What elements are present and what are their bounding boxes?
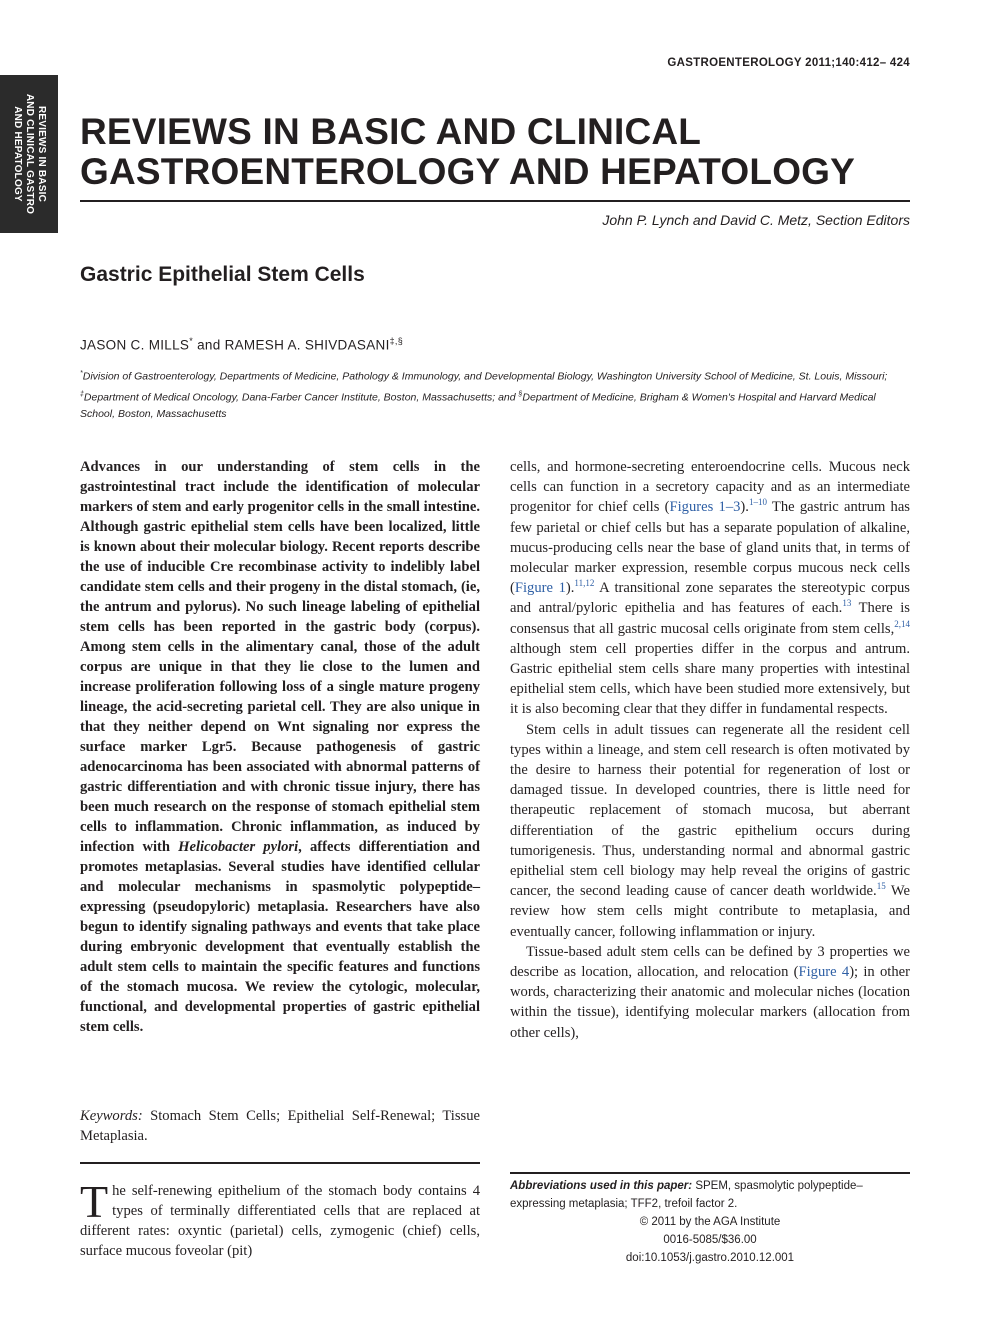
- affiliation-mark: *: [80, 370, 83, 377]
- keywords: [80, 1106, 480, 1146]
- body-text: ); in other words, characterizing their anatomic and molecular niches (location within the tissue), identifying molecular markers (allocation from other cells),: [510, 964, 910, 1041]
- affiliation-text: Department of Medical Oncology, Dana-Farber Cancer Institute, Boston, Massachusetts; and: [83, 391, 519, 403]
- article-footer: [510, 1172, 910, 1267]
- author-affiliation-mark: ‡,§: [389, 336, 404, 346]
- abstract-species: Helicobacter pylori: [178, 839, 299, 855]
- intro-paragraph: [80, 1176, 480, 1261]
- side-tab-line: AND CLINICAL GASTRO: [24, 93, 35, 215]
- citation-link[interactable]: 15: [876, 881, 886, 892]
- body-text: The gastric antrum has few parietal or chief cells but has a separate population of alkaline, mucus-producing cells near the base of gland units that, in terms of molecular marker expression, resemble corpus mucous neck cells (: [510, 499, 910, 597]
- side-tab-line: REVIEWS IN BASIC: [36, 106, 47, 202]
- article-title: Gastric Epithelial Stem Cells: [80, 263, 365, 286]
- abstract-divider: [80, 1162, 480, 1164]
- section-editors: John P. Lynch and David C. Metz, Section Editors: [602, 212, 910, 228]
- citation-link[interactable]: 1–10: [748, 497, 767, 508]
- figure-link[interactable]: Figure 1: [514, 580, 566, 597]
- body-paragraph: [510, 720, 910, 942]
- body-text: There is consensus that all gastric mucosal cells originate from stem cells,: [510, 600, 910, 637]
- abstract: [80, 457, 480, 1037]
- body-text: ).: [740, 499, 749, 516]
- copyright-line: © 2011 by the AGA Institute: [639, 1216, 781, 1228]
- body-right-column: [510, 457, 910, 1043]
- body-text: We review how stem cells might contribute to metaplasia, and eventually cancer, following inflammation or injury.: [510, 883, 910, 940]
- title-divider: [80, 200, 910, 202]
- body-text: although stem cell properties differ in the corpus and antrum. Gastric epithelial stem cells share many properties with intestinal epithelial stem cells, which have been studied more extensively, but it is also becoming clear that they differ in fundamental respects.: [510, 640, 910, 718]
- keywords-text: Stomach Stem Cells; Epithelial Self-Renewal; Tissue Metaplasia.: [80, 1108, 480, 1144]
- body-text: Tissue-based adult stem cells can be defined by 3 properties we describe as location, allocation, and relocation (: [510, 943, 910, 981]
- intro-text: he self-renewing epithelium of the stomach body contains 4 types of terminally differentiated cells that are replaced at different rates: oxyntic (parietal) cells, zymogenic (chief) cells, surface mucous foveolar (pit): [80, 1183, 480, 1259]
- citation-link[interactable]: 11,12: [574, 578, 595, 589]
- author-list: [80, 336, 403, 353]
- body-text: Stem cells in adult tissues can regenerate all the resident cell types within a lineage, and stem cell research is often motivated by the desire to harness their potential for regeneration of lost or damaged tissue. In developed countries, there is little need for therapeutic replacement of stomach mucosa, but aberrant differentiation of the gastric epithelium occurs during tumorigenesis. Thus, understanding normal and abnormal gastric epithelial stem cell biology may help reveal the origins of gastric cancer, the second leading cause of cancer death worldwide.: [510, 721, 910, 900]
- affiliations: [80, 365, 910, 423]
- keywords-label: Keywords:: [80, 1108, 143, 1124]
- citation-link[interactable]: 2,14: [894, 618, 910, 629]
- author-conjunction: and: [193, 337, 225, 353]
- body-text: cells, and hormone-secreting enteroendocrine cells. Mucous neck cells can function in a secretory capacity and as an intermediate progenitor for chief cells (: [510, 459, 910, 516]
- affiliation-mark: ‡: [80, 390, 84, 398]
- abbreviations-text: SPEM, spasmolytic polypeptide–expressing metaplasia; TFF2, trefoil factor 2.: [510, 1180, 863, 1210]
- body-paragraph: [510, 942, 910, 1043]
- body-text: ).: [565, 580, 575, 597]
- author-affiliation-mark: *: [189, 336, 194, 346]
- author-name: JASON C. MILLS: [80, 337, 190, 353]
- body-paragraph: [510, 457, 910, 720]
- body-text: A transitional zone separates the stereotypic corpus and antral/pyloric epithelia and has features of each.: [510, 580, 910, 617]
- side-tab-label: [11, 75, 47, 233]
- section-side-tab: [0, 75, 58, 233]
- abbreviations-label: Abbreviations used in this paper:: [510, 1180, 693, 1192]
- abbreviations-note: [510, 1177, 910, 1213]
- abstract-text: Advances in our understanding of stem cells in the gastrointestinal tract include the identification of molecular markers of stem and early progenitor cells in the small intestine. Although gastric epithelial stem cells have been localized, little is known about their molecular biology. Recent reports describe the use of inducible Cre recombinase activity to indelibly label candidate stem cells and their progeny in the distal stomach, (ie, the antrum and pylorus). No such lineage labeling of epithelial stem cells has been reported in the gastric body (corpus). Among stem cells in the alimentary canal, those of the adult corpus are unique in that they lie close to the lumen and increase proliferation following loss of a single mature progeny lineage, the acid-secreting parietal cell. They are also unique in that they neither depend on Wnt signaling nor express the surface marker Lgr5. Because pathogenesis of gastric adenocarcinoma has been associated with abnormal patterns of gastric differentiation and with chronic tissue injury, there has been much research on the response of stomach epithelial stem cells to inflammation. Chronic inflammation, as induced by infection with: [80, 459, 480, 855]
- series-title-line: REVIEWS IN BASIC AND CLINICAL: [80, 111, 702, 152]
- citation-link[interactable]: 13: [842, 598, 852, 609]
- figure-link[interactable]: Figures 1–3: [669, 499, 741, 516]
- affiliation-mark: §: [518, 390, 523, 398]
- side-tab-line: AND HEPATOLOGY: [12, 106, 23, 202]
- author-name: RAMESH A. SHIVDASANI: [224, 337, 390, 353]
- abstract-text: , affects differentiation and promotes metaplasias. Several studies have identified cellular and molecular mechanisms in spasmolytic polypeptide–expressing (pseudopyloric) metaplasia. Researchers have also begun to identify signaling pathways and events that take place during embryonic development that eventually establish the adult stem cells to maintain the specific features and functions of the stomach mucosa. We review the cytologic, molecular, functional, and developmental properties of gastric epithelial stem cells.: [80, 839, 480, 1035]
- drop-cap: T: [80, 1176, 109, 1227]
- series-title-line: GASTROENTEROLOGY AND HEPATOLOGY: [80, 151, 856, 192]
- issn-line: 0016-5085/$36.00: [663, 1234, 757, 1246]
- journal-reference: GASTROENTEROLOGY 2011;140:412– 424: [667, 57, 910, 69]
- affiliation-text: Department of Medicine, Brigham & Women's Hospital and Harvard Medical School, Boston, Massachusetts: [80, 391, 876, 420]
- doi-link[interactable]: doi:10.1053/j.gastro.2010.12.001: [625, 1252, 795, 1264]
- figure-link[interactable]: Figure 4: [798, 964, 850, 981]
- affiliation-text: Division of Gastroenterology, Departments of Medicine, Pathology & Immunology, and Developmental Biology, Washington University School of Medicine, St. Louis, Missouri;: [82, 370, 888, 383]
- series-title: [80, 112, 920, 192]
